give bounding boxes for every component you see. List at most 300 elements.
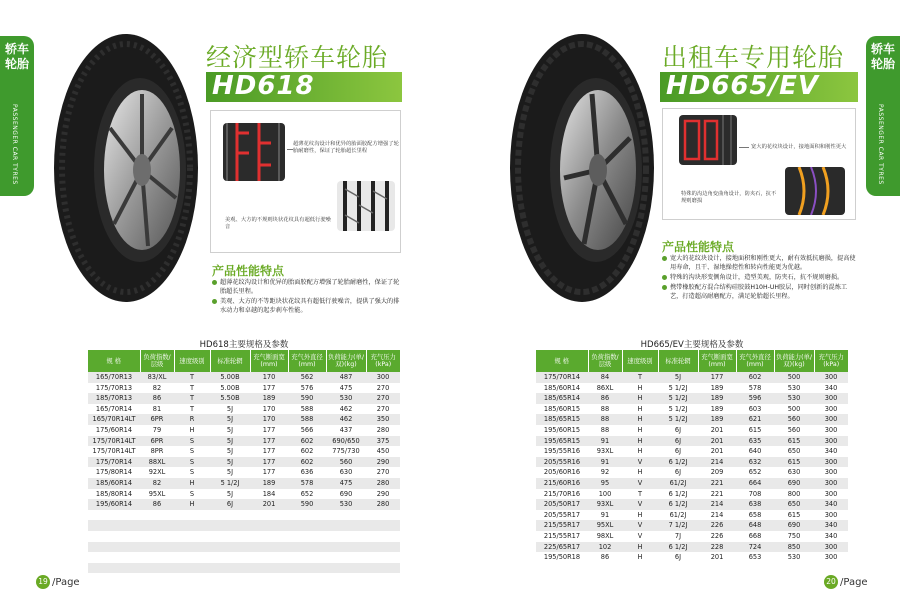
table-cell: R — [174, 414, 210, 425]
table-cell: 6 1/2J — [658, 457, 698, 468]
hd618-tire-image — [44, 28, 204, 308]
table-cell: S — [174, 467, 210, 478]
column-header: 规 格 — [88, 350, 140, 372]
table-cell: 300 — [814, 552, 848, 563]
tread-groove-closeup — [223, 123, 285, 181]
table-cell: 177 — [250, 383, 288, 394]
table-cell — [88, 552, 140, 563]
feature-item: 携带橡胶配方混合结构硅胶鼓H10H-UH胶层，同时创新的混炼工艺，打造超高耐磨配方，满足轮胎超长里程。 — [662, 283, 858, 301]
table-cell: 175/70R14 — [536, 372, 588, 383]
left-category-tab — [0, 36, 34, 196]
table-cell — [174, 520, 210, 531]
left-page-number — [36, 575, 80, 589]
table-cell: 95XL — [140, 489, 174, 500]
table-row — [88, 552, 400, 563]
bullet-icon — [662, 285, 667, 290]
table-cell — [366, 531, 400, 542]
table-cell: 724 — [736, 542, 774, 553]
table-cell: 185/65R14 — [536, 393, 588, 404]
table-header-row — [88, 350, 400, 372]
table-cell — [88, 563, 140, 574]
table-cell — [174, 531, 210, 542]
table-cell — [88, 531, 140, 542]
table-cell: 61/2J — [658, 510, 698, 521]
right-category-tab — [866, 36, 900, 196]
table-cell: 189 — [698, 383, 736, 394]
table-cell: 690 — [326, 489, 366, 500]
table-cell: V — [622, 531, 658, 542]
table-cell: 475 — [326, 478, 366, 489]
table-cell: 566 — [288, 425, 326, 436]
table-cell: 177 — [250, 425, 288, 436]
table-cell: 487 — [326, 372, 366, 383]
table-cell: 215/55R17 — [536, 531, 588, 542]
table-cell: 88 — [588, 404, 622, 415]
table-row — [88, 563, 400, 574]
table-cell — [288, 552, 326, 563]
table-cell: V — [622, 457, 658, 468]
table-cell: 185/80R14 — [88, 489, 140, 500]
table-row — [88, 404, 400, 415]
table-cell: 214 — [698, 499, 736, 510]
table-cell: 226 — [698, 531, 736, 542]
table-cell: 775/730 — [326, 446, 366, 457]
table-cell: 228 — [698, 542, 736, 553]
table-row — [536, 446, 848, 457]
table-cell: 270 — [366, 404, 400, 415]
table-cell: 800 — [774, 489, 814, 500]
table-row — [536, 436, 848, 447]
table-cell: 185/60R14 — [88, 478, 140, 489]
table-cell: 6J — [658, 446, 698, 457]
left-model-band — [206, 72, 402, 102]
table-cell: 98XL — [588, 531, 622, 542]
table-cell: H — [622, 425, 658, 436]
table-cell: 82 — [140, 383, 174, 394]
table-cell: 664 — [736, 478, 774, 489]
table-cell: 530 — [326, 393, 366, 404]
table-cell — [250, 563, 288, 574]
table-cell: 82 — [140, 478, 174, 489]
table-cell: 300 — [814, 425, 848, 436]
table-cell: 588 — [288, 414, 326, 425]
table-cell: 615 — [774, 457, 814, 468]
category-tab-cn: 轿车轮胎 — [870, 42, 895, 71]
table-cell: H — [174, 478, 210, 489]
right-page-number — [824, 575, 868, 589]
table-cell: 7 1/2J — [658, 520, 698, 531]
table-cell: 280 — [366, 499, 400, 510]
table-cell: S — [174, 436, 210, 447]
table-cell — [174, 552, 210, 563]
table-cell — [250, 531, 288, 542]
table-cell: 690 — [774, 520, 814, 531]
table-cell: 205/50R17 — [536, 499, 588, 510]
table-cell: 6J — [210, 499, 250, 510]
table-cell: 6J — [658, 436, 698, 447]
table-cell — [250, 542, 288, 553]
table-cell: 5.00B — [210, 372, 250, 383]
table-cell: 195/60R14 — [88, 499, 140, 510]
table-row — [88, 414, 400, 425]
table-cell — [174, 542, 210, 553]
table-cell: 100 — [588, 489, 622, 500]
table-cell: 6J — [658, 425, 698, 436]
page-label: /Page — [840, 577, 868, 588]
page-number-badge: 19 — [36, 575, 50, 589]
table-cell: S — [174, 457, 210, 468]
table-cell — [210, 563, 250, 574]
table-cell: 602 — [736, 372, 774, 383]
table-cell: T — [622, 372, 658, 383]
table-row — [88, 510, 400, 521]
table-cell: 668 — [736, 531, 774, 542]
table-cell — [140, 552, 174, 563]
right-feature-panel — [662, 108, 856, 220]
table-cell: T — [622, 489, 658, 500]
table-cell: H — [622, 404, 658, 415]
table-cell — [88, 520, 140, 531]
table-cell: 7J — [658, 531, 698, 542]
table-cell: 6J — [658, 467, 698, 478]
table-cell — [288, 531, 326, 542]
bullet-icon — [212, 299, 217, 304]
table-cell: 86 — [140, 499, 174, 510]
table-cell — [88, 510, 140, 521]
table-cell: 530 — [326, 499, 366, 510]
right-page-title: 出租车专用轮胎 — [662, 43, 845, 72]
table-cell: 290 — [366, 457, 400, 468]
table-cell: 5J — [210, 446, 250, 457]
table-cell — [366, 563, 400, 574]
table-cell: 91 — [588, 510, 622, 521]
table-cell: 603 — [736, 404, 774, 415]
table-cell: V — [622, 499, 658, 510]
feature-item: 美观、大方的不等距块状花纹具有超低行驶噪音，提供了强大的排水动力和卓越的起步刹车性能。 — [212, 297, 404, 315]
table-cell: 300 — [814, 542, 848, 553]
table-cell: 475 — [326, 383, 366, 394]
table-cell: 175/70R14 — [88, 457, 140, 468]
table-cell: 658 — [736, 510, 774, 521]
table-cell: 630 — [326, 467, 366, 478]
table-cell: 450 — [366, 446, 400, 457]
table-cell: 86 — [588, 552, 622, 563]
table-row — [88, 457, 400, 468]
table-cell: 635 — [736, 436, 774, 447]
table-cell: 280 — [366, 478, 400, 489]
table-cell: 750 — [774, 531, 814, 542]
table-row — [88, 425, 400, 436]
table-cell: T — [174, 404, 210, 415]
table-row — [536, 393, 848, 404]
table-cell: 201 — [698, 425, 736, 436]
table-cell: 5J — [210, 425, 250, 436]
table-cell: 91 — [588, 436, 622, 447]
table-cell — [366, 510, 400, 521]
table-row — [536, 510, 848, 521]
table-cell: 462 — [326, 414, 366, 425]
column-header: 速度级别 — [174, 350, 210, 372]
table-cell: 5 1/2J — [210, 478, 250, 489]
table-cell: 177 — [250, 467, 288, 478]
table-cell: 5J — [658, 372, 698, 383]
table-row — [536, 489, 848, 500]
table-cell: 300 — [814, 414, 848, 425]
table-cell: 6PR — [140, 414, 174, 425]
column-header: 负荷指数/层级 — [140, 350, 174, 372]
groove-angle-closeup — [785, 167, 845, 215]
table-cell: 630 — [774, 467, 814, 478]
table-cell: 300 — [814, 404, 848, 415]
table-cell: 690/650 — [326, 436, 366, 447]
page-label: /Page — [52, 577, 80, 588]
table-cell: 280 — [366, 425, 400, 436]
table-cell: 189 — [698, 414, 736, 425]
table-cell: 5 1/2J — [658, 404, 698, 415]
table-cell: 340 — [814, 383, 848, 394]
table-cell: 636 — [288, 467, 326, 478]
table-cell: 88 — [588, 425, 622, 436]
table-cell: 221 — [698, 478, 736, 489]
table-row — [536, 542, 848, 553]
table-row — [88, 372, 400, 383]
table-cell: H — [622, 436, 658, 447]
left-feature-panel — [210, 110, 401, 253]
table-cell: 177 — [250, 446, 288, 457]
table-cell: 102 — [588, 542, 622, 553]
table-cell — [210, 531, 250, 542]
table-cell — [250, 510, 288, 521]
table-cell — [140, 531, 174, 542]
table-cell: 437 — [326, 425, 366, 436]
table-cell — [366, 552, 400, 563]
table-cell — [88, 542, 140, 553]
column-header: 标准轮辋 — [210, 350, 250, 372]
callout-line-1 — [739, 147, 749, 148]
left-model-name: HD618 — [212, 71, 315, 101]
table-cell: 201 — [250, 499, 288, 510]
feature-item: 特殊的沟块形变侧角设计，造型美观，防夹石，抗不规则磨损。 — [662, 273, 858, 282]
table-cell: 83/XL — [140, 372, 174, 383]
table-cell: 5 1/2J — [658, 393, 698, 404]
table-row — [536, 467, 848, 478]
table-row — [88, 542, 400, 553]
table-cell: T — [174, 372, 210, 383]
table-cell: 300 — [814, 510, 848, 521]
table-cell: 576 — [288, 383, 326, 394]
table-row — [536, 552, 848, 563]
table-cell: 215/70R16 — [536, 489, 588, 500]
table-row — [88, 531, 400, 542]
table-cell: 596 — [736, 393, 774, 404]
table-cell: 5J — [210, 467, 250, 478]
table-cell — [326, 520, 366, 531]
table-cell: H — [622, 446, 658, 457]
table-cell: H — [622, 542, 658, 553]
table-cell — [326, 563, 366, 574]
table-cell: 602 — [288, 436, 326, 447]
table-cell: 5J — [210, 404, 250, 415]
right-table-caption: HD665/EV主要规格及参数 — [640, 340, 744, 350]
table-cell: 340 — [814, 520, 848, 531]
table-cell — [366, 520, 400, 531]
table-cell — [288, 542, 326, 553]
category-tab-en: PASSENGER CAR TYRES — [877, 104, 884, 185]
table-cell: H — [174, 499, 210, 510]
table-cell — [140, 510, 174, 521]
table-cell: 578 — [288, 478, 326, 489]
table-cell: S — [174, 489, 210, 500]
table-cell — [288, 520, 326, 531]
table-row — [88, 499, 400, 510]
table-row — [536, 457, 848, 468]
table-cell: 92XL — [140, 467, 174, 478]
table-cell: 170 — [250, 372, 288, 383]
table-cell: 560 — [326, 457, 366, 468]
table-cell: 638 — [736, 499, 774, 510]
table-cell: 86 — [140, 393, 174, 404]
table-cell — [210, 542, 250, 553]
table-cell: 185/60R14 — [536, 383, 588, 394]
table-cell: 226 — [698, 520, 736, 531]
table-cell: 170 — [250, 404, 288, 415]
table-cell: 270 — [366, 393, 400, 404]
table-cell: 184 — [250, 489, 288, 500]
table-cell: 175/60R14 — [88, 425, 140, 436]
table-cell: V — [622, 520, 658, 531]
table-cell: 79 — [140, 425, 174, 436]
table-cell: 185/60R15 — [536, 404, 588, 415]
table-cell: 215/55R17 — [536, 520, 588, 531]
left-page-title: 经济型轿车轮胎 — [206, 43, 389, 72]
table-cell: 350 — [366, 414, 400, 425]
table-cell: 221 — [698, 489, 736, 500]
column-header: 规 格 — [536, 350, 588, 372]
table-cell: 81 — [140, 404, 174, 415]
table-cell: 300 — [814, 457, 848, 468]
table-cell: 189 — [250, 478, 288, 489]
table-cell: 615 — [774, 510, 814, 521]
table-cell: 195/65R15 — [536, 436, 588, 447]
table-row — [88, 383, 400, 394]
table-cell: 530 — [774, 383, 814, 394]
table-cell — [174, 510, 210, 521]
table-cell: 300 — [814, 372, 848, 383]
table-cell: 621 — [736, 414, 774, 425]
column-header: 负荷能力(单/双)(kg) — [774, 350, 814, 372]
table-cell: 462 — [326, 404, 366, 415]
column-header: 充气外直径(mm) — [736, 350, 774, 372]
table-row — [88, 478, 400, 489]
page-number-badge: 20 — [824, 575, 838, 589]
hd618-spec-table — [88, 350, 400, 573]
table-cell: 61/2J — [658, 478, 698, 489]
table-cell: T — [174, 383, 210, 394]
bullet-icon — [662, 275, 667, 280]
tread-block-closeup — [337, 181, 395, 231]
table-row — [536, 425, 848, 436]
column-header: 充气压力(kPa) — [366, 350, 400, 372]
table-cell: 632 — [736, 457, 774, 468]
table-cell: 650 — [774, 499, 814, 510]
table-cell — [288, 510, 326, 521]
table-cell: 652 — [736, 467, 774, 478]
table-cell: 225/65R17 — [536, 542, 588, 553]
table-cell: 6PR — [140, 436, 174, 447]
table-cell: 290 — [366, 489, 400, 500]
table-cell: 560 — [774, 425, 814, 436]
table-row — [536, 499, 848, 510]
table-cell: 300 — [814, 489, 848, 500]
table-cell: 175/70R14LT — [88, 436, 140, 447]
table-cell: H — [622, 510, 658, 521]
table-cell: 92 — [588, 467, 622, 478]
table-cell: 5J — [210, 436, 250, 447]
table-cell: 5J — [210, 414, 250, 425]
left-callout-1: 超薄花纹沟设计和优异的胎面胶配方增强了轮胎耐磨性，保证了轮胎超长里程 — [293, 141, 399, 154]
table-cell: 578 — [736, 383, 774, 394]
table-cell: 602 — [288, 457, 326, 468]
table-cell: 602 — [288, 446, 326, 457]
table-cell: 8PR — [140, 446, 174, 457]
table-cell: 177 — [698, 372, 736, 383]
table-cell: 215/60R16 — [536, 478, 588, 489]
table-cell: 300 — [366, 372, 400, 383]
table-cell: 175/70R14LT — [88, 446, 140, 457]
table-cell: S — [174, 446, 210, 457]
tread-block-closeup — [679, 115, 737, 165]
table-cell — [210, 552, 250, 563]
table-cell: 652 — [288, 489, 326, 500]
left-table-caption: HD618主要规格及参数 — [199, 340, 289, 350]
table-cell: 5.00B — [210, 383, 250, 394]
table-cell: 560 — [774, 414, 814, 425]
table-row — [536, 383, 848, 394]
right-callout-2: 特殊的沟边角变曲角设计，防夹石，抗不规则磨损 — [681, 191, 777, 204]
table-cell: 648 — [736, 520, 774, 531]
category-tab-en: PASSENGER CAR TYRES — [11, 104, 18, 185]
table-cell — [326, 552, 366, 563]
table-cell — [140, 542, 174, 553]
table-cell: 6J — [658, 552, 698, 563]
table-cell: 653 — [736, 552, 774, 563]
table-cell: 590 — [288, 393, 326, 404]
table-cell: 95 — [588, 478, 622, 489]
feature-item: 宽大的花纹块设计，接地面积和刚性更大，耐有效抵抗磨损，提高使用寿命，且干、湿地操控性和转向性能更为优越。 — [662, 254, 858, 272]
table-cell — [250, 520, 288, 531]
table-cell: 375 — [366, 436, 400, 447]
table-cell: 300 — [814, 393, 848, 404]
table-cell: 5.50B — [210, 393, 250, 404]
table-row — [536, 520, 848, 531]
table-cell — [288, 563, 326, 574]
hd665ev-tire-image — [500, 28, 660, 308]
table-cell: 562 — [288, 372, 326, 383]
table-cell: 93XL — [588, 499, 622, 510]
table-cell: 205/55R17 — [536, 510, 588, 521]
table-cell: 185/70R13 — [88, 393, 140, 404]
table-cell — [210, 520, 250, 531]
table-row — [536, 372, 848, 383]
table-cell — [326, 542, 366, 553]
table-row — [536, 414, 848, 425]
table-cell: 93XL — [588, 446, 622, 457]
table-cell: 88XL — [140, 457, 174, 468]
table-row — [88, 446, 400, 457]
table-cell: 175/70R13 — [88, 383, 140, 394]
table-cell: 205/55R16 — [536, 457, 588, 468]
table-cell: 590 — [288, 499, 326, 510]
